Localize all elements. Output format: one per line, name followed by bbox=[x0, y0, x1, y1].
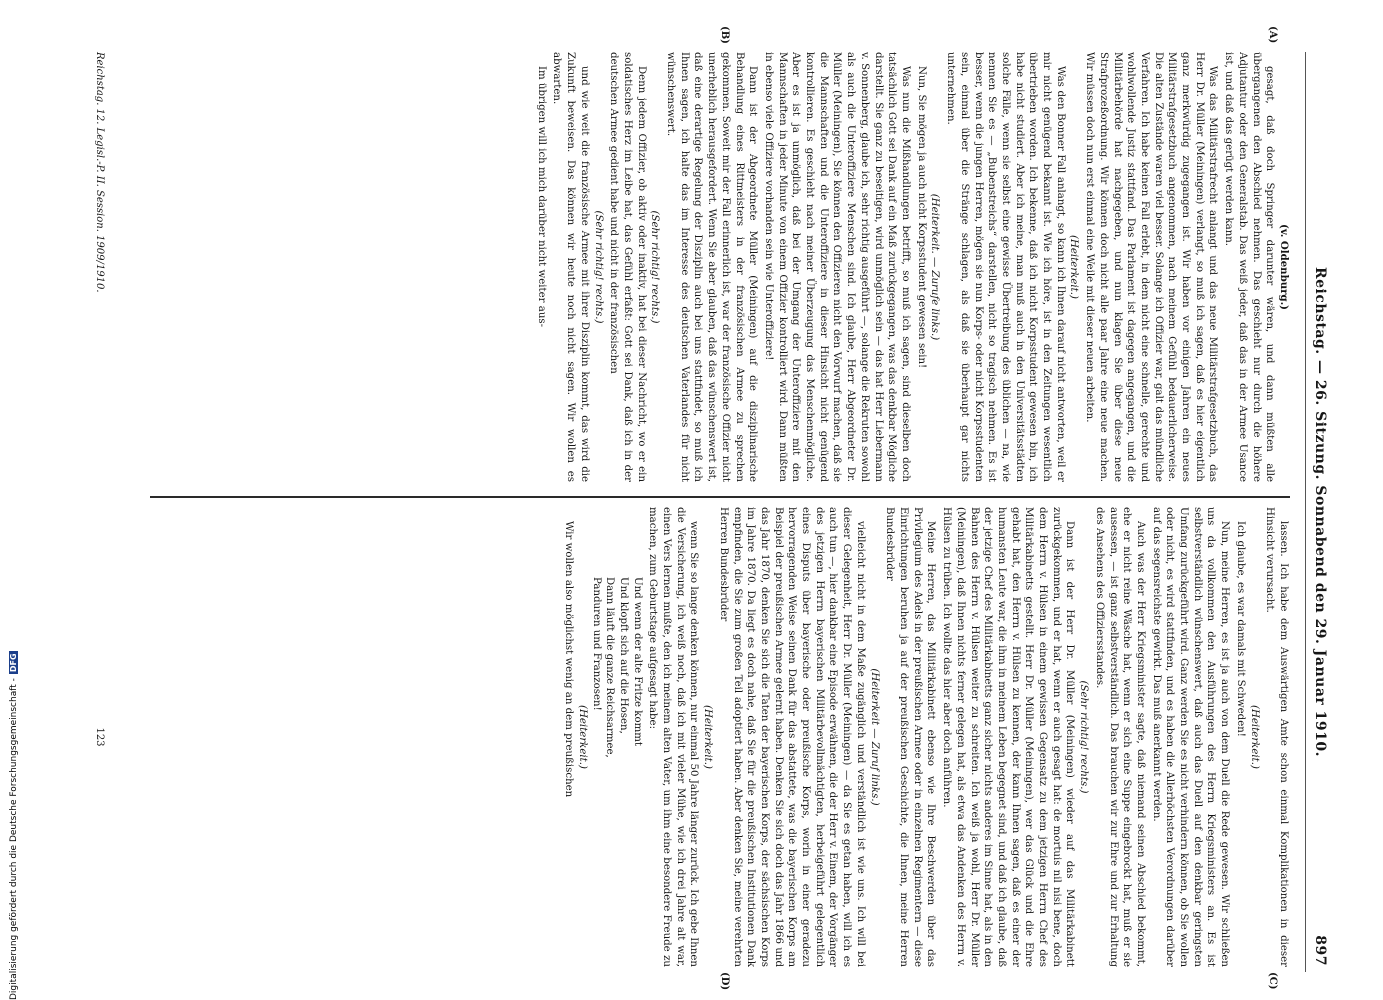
page-header bbox=[1304, 52, 1330, 972]
rotated-page bbox=[55, 26, 1330, 991]
paragraph: Meine Herren, das Militärkabinett ebenso wie Ihre Beschwerden über das Privilegium des Adels in der preußischen Armee oder in einzelnen Regimentern — diese Einrichtungen beruhen ja auf der preußischen Geschichte, die Ihnen, meine Herren Bundesbrüder bbox=[884, 507, 937, 967]
interjection: (Sehr richtig! rechts.) bbox=[1078, 680, 1090, 794]
paragraph: Nun, Sie mögen ja auch nicht Korpsstudent gewesen sein! bbox=[915, 66, 927, 369]
poem-line: Dann läuft die ganze Reichsarmee, bbox=[604, 577, 616, 758]
margin-mark-a: (A) bbox=[1267, 26, 1278, 44]
margin-mark-d: (D) bbox=[719, 972, 730, 991]
footer-citation: Reichstag. 12. Legisl.-P. II. Session. 1909/1910. bbox=[94, 52, 105, 293]
digitization-credit bbox=[9, 651, 19, 1000]
paragraph: Was den Bonner Fall anlangt, so kann ich Ihnen darauf nicht antworten, weil er mir nicht genügend bekannt ist. Wie ich höre, ist in den Zeitungen wesentlich übertrieben worden. Ich bekenne, daß ich nicht Korpsstudent gewesen bin, ich habe nicht studiert. Aber ich meine, man muß auch in den Universitätsstädten solche Fälle, wenn sie selbst eine gewisse Übertreibung des üblichen — na, wie nennen Sie es — „Bubenstreichs“ darstellen, nicht so tragisch nehmen. Es ist besser, wenn die jungen Herren, mögen sie nun Korps- oder nicht Korpsstudenten sein, einmal über die Stränge schlagen, als daß sie überhaupt gar nichts unternehmen. bbox=[945, 52, 1066, 482]
interjection: (Heiterkeit.) bbox=[1248, 705, 1260, 769]
interjection: (Heiterkeit.) bbox=[576, 705, 588, 769]
paragraph: und wie weit die französische Armee mit ihrer Disziplin kommt, das wird die Zukunft beweisen. Das können wir heute noch nicht sagen. Wir wollen es abwarten. bbox=[551, 52, 590, 482]
paragraph: Was nun die Mißhandlungen betrifft, so muß ich sagen, sind dieselben doch tatsächlich Gott sei Dank auf ein Maß zurückgegangen, was das denkbar Mögliche darstellt. Sie ganz zu beseitigen, wird unmöglich sein — das hat Herr Liebermann v. Sonnenberg, glaube ich, sehr richtig ausgeführt —, solange die Rekruten sowohl als auch die Unteroffiziere Menschen sind. Ich glaube, Herr Abgeordneter Dr. Müller (Meiningen), Sie können den Offizieren nicht den Vorwurf machen, daß sie die Mannschaften und die Unteroffiziere in dieser Hinsicht nicht genügend kontrollieren. Es geschieht nach meiner Überzeugung das Menschenmögliche. Aber es ist ja unmöglich, daß bei der Umgang der Unteroffiziere mit den Mannschaften in jeder Minute von einem Offizier kontrolliert wird. Dann müßten in ebenso viele Offiziere vorhanden sein wie Unteroffiziere! bbox=[762, 52, 912, 482]
interjection: (Sehr richtig! rechts.) bbox=[592, 210, 604, 324]
poem-line: Panduren und Franzosen! bbox=[590, 577, 602, 711]
margin-mark-c: (C) bbox=[1267, 972, 1278, 990]
footer-folio: 123 bbox=[94, 727, 105, 747]
paragraph: Wir wollen also möglichst wenig an dem preußischen bbox=[563, 521, 575, 798]
poem-line: Und wenn der alte Fritze kommt bbox=[631, 577, 643, 747]
interjection: (Heiterkeit — Zuruf links.) bbox=[868, 668, 880, 806]
interjection: (Heiterkeit.) bbox=[1068, 235, 1080, 299]
paragraph: Denn jedem Offizier, ob aktiv oder inaktiv, hat bei dieser Nachricht, wo er ein soldatisches Herz im Leibe hat, das Gefühl erfaßt: Gott sei Dank, daß ich in der deutschen Armee gedient habe und nicht in der französischen bbox=[608, 52, 647, 482]
paragraph: Nun, meine Herren, es ist ja auch von dem Duell die Rede gewesen. Wir schließen uns da vollkommen den Ausführungen des Herrn Kriegsministers an. Es ist selbstverständlich wünschenswert, daß auch das Duell auf den denkbar geringsten Umfang zurückgeführt wird. Ganz werden Sie es nicht verhindern können, ob Sie wollen oder nicht, es wird stattfinden, und es haben die Allerhöchsten Verordnungen darüber auf das segensreichste gewirkt. Das muß anerkannt werden. bbox=[1150, 507, 1231, 967]
column-divider bbox=[150, 496, 1290, 498]
margin-mark-b: (B) bbox=[719, 26, 730, 44]
paragraph: Ich glaube, es war damals mit Schweden! bbox=[1234, 521, 1246, 737]
paragraph: lassen. Ich habe dem Auswärtigen Amte schon einmal Komplikationen in dieser Hinsicht verursacht. bbox=[1264, 507, 1289, 967]
credit-text: Digitalisierung gefördert durch die Deutsche Forschungsgemeinschaft - bbox=[9, 678, 19, 1000]
paragraph: wenn Sie so lange denken können, nur einmal 50 Jahre länger zurück. Ich gebe Ihnen die Versicherung, ich weiß noch, daß ich mit vieler Mühe, wie ich drei Jahre alt war, einen Vers lernen mußte, den ich meinem alten Vater, um ihm eine besondere Freude zu machen, zum Geburtstage aufgesagt habe: bbox=[647, 507, 700, 967]
column-one bbox=[110, 52, 1290, 482]
paragraph: Im übrigen will ich mich darüber nicht weiter aus- bbox=[535, 66, 547, 328]
header-title: Reichstag. — 26. Sitzung. Sonnabend den 29. Januar 1910. bbox=[1312, 267, 1328, 757]
paragraph: Dann ist der Abgeordnete Müller (Meiningen) auf die disziplinarische Behandlung eines Rittmeisters in der französischen Armee zu sprechen gekommen. Soweit mir der Fall erinnerlich ist, war der französische Offizier nicht unerheblich herausgefordert. Wenn Sie aber glauben, daß das wünschenswert ist, daß eine derartige Regelung der Disziplin auch bei uns stattfindet, so muß ich Ihnen sagen, ich halte das im Interesse des deutschen Vaterlandes für nicht wünschenswert. bbox=[665, 52, 759, 482]
paragraph: Dann ist der Herr Dr. Müller (Meiningen) wieder auf das Militärkabinett zurückgekommen, und er hat, wenn er auch gesagt hat: de mortuis nil nisi bene, doch dem Herrn v. Hülsen in einem gewissen Gegensatz zu dem jetzigen Herrn Chef des Militärkabinetts gestellt. Herr Dr. Müller (Meiningen), wer das Glück und die Ehre gehabt hat, den Herrn v. Hülsen zu kennen, der kann Ihnen sagen, daß es einer der humansten Leute war, die ihm in meinem Leben begegnet sind, und daß ich glaube, daß der jetzige Chef des Militärkabinetts ganz sicher nichts anderes im Sinne hat, als in den Bahnen des Herrn v. Hülsen weiter zu schreiten. Ich weiß ja wohl, Herr Dr. Müller (Meiningen), daß Ihnen nichts ferner gelegen hat, als etwa das Andenken des Herrn v. Hülsen zu trüben. Ich wollte das hier aber doch anführen. bbox=[941, 507, 1076, 967]
column-two bbox=[110, 507, 1290, 967]
paragraph: Was das Militärstrafrecht anlangt und das neue Militärstrafgesetzbuch, das Herr Dr. Müller (Meiningen) verlangt, so muß ich sagen, daß es hier eigentlich ganz merkwürdig zugegangen ist. Wir haben vor einigen Jahren ein neues Militärstrafgesetzbuch angenommen, nach meinem Gefühl bedauerlicherweise. Die alten Zustände waren viel besser. Solange ich Offizier war, galt das mündliche Verfahren. Ich habe keinen Fall erlebt, in dem nicht eine schnelle, gerechte und wohlwollende Justiz stattfand. Das Parlament ist dagegen angegangen, und die Militärbehörde hat nachgegeben, und nun klagen Sie über diese neue Strafprozeßordnung. Wir können doch nicht alle paar Jahre eine neue machen. Wir müssen doch nun erst einmal eine Weile mit dieser neuen arbeiten. bbox=[1084, 52, 1219, 482]
interjection: (Sehr richtig! rechts.) bbox=[649, 210, 661, 324]
dfg-logo-icon: DFG bbox=[9, 653, 18, 673]
interjection: (Heiterkeit. — Zurufe links.) bbox=[929, 193, 941, 341]
paragraph: vielleicht nicht in dem Maße zugänglich und verständlich ist wie uns. Ich will bei dieser Gelegenheit, Herr Dr. Müller (Meiningen) — da Sie es getan haben, will ich es auch tun —, hier dankbar eine Episode erwähnen, die der Herr v. Einem, der Vorgänger des jetzigen Herrn bayerischen Militärbevollmächtigten, herbeigeführt gelegentlich eines Disputs über bayerische oder preußische Korps, worin in einer geradezu hervorragenden Weise seinen Dank für das abstattete, was die bayerischen Korps am Beispiel der preußischen Armee gelernt haben. Denken Sie sich doch das Jahr 1866 und das Jahr 1870, denken Sie sich die Taten der bayerischen Korps, der sächsischen Korps im Jahre 1870. Da liegt es doch nahe, daß Sie für die preußischen Institutionen Dank empfinden, die Sie zum großen Teil adoptiert haben. Aber denken Sie, meine verehrten Herren Bundesbrüder bbox=[717, 507, 866, 967]
speaker-name: (v. Oldenburg.) bbox=[1278, 224, 1290, 310]
poem-line: Und klopft sich auf die Hosen, bbox=[617, 577, 629, 734]
paragraph: Auch was der Herr Kriegsminister sagte, daß niemand seinen Abschied bekommt, ehe er nicht reine Wäsche hat, wenn er sich eine Suppe eingebrockt hat, muß er sie ausessen, — ist ganz selbstverständlich. Das brauchen wir zur Ehre und zur Erhaltung des Ansehens des Offiziersstandes. bbox=[1093, 507, 1146, 967]
interjection: (Heiterkeit.) bbox=[702, 705, 714, 769]
paragraph: gesagt, daß doch Springer darunter wären, und dann müßten alle übergangenen den Abschied nehmen. Das geschieht nur durch die höhere Adjutantur oder den Generalstab. Das weiß jeder, daß das in der Armee Usance ist, und daß das gerügt werden kann. bbox=[1223, 52, 1276, 482]
header-rule bbox=[1305, 52, 1306, 972]
page-number: 897 bbox=[1312, 935, 1328, 966]
